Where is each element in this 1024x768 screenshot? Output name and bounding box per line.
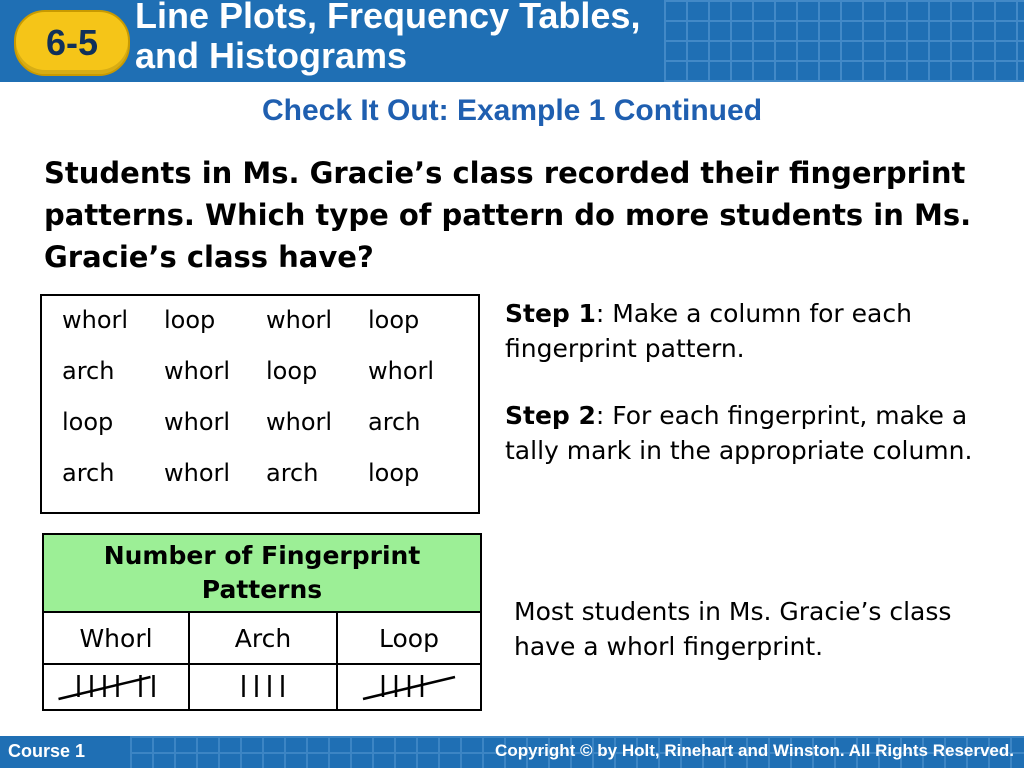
course-label: Course 1 bbox=[8, 741, 86, 761]
data-cell: arch bbox=[266, 459, 319, 487]
frequency-table-header-row bbox=[44, 613, 480, 665]
data-cell: whorl bbox=[368, 357, 435, 385]
data-cell: whorl bbox=[62, 306, 129, 334]
tally-cell-whorl bbox=[44, 665, 190, 709]
data-cell: loop bbox=[62, 408, 114, 436]
column-header-whorl: Whorl bbox=[44, 613, 190, 663]
frequency-table bbox=[42, 533, 482, 711]
data-cell: arch bbox=[62, 357, 115, 385]
lesson-badge: 6-5 bbox=[14, 10, 130, 76]
data-cell: loop bbox=[266, 357, 318, 385]
header-bar bbox=[0, 0, 1024, 82]
slide-subtitle: Check It Out: Example 1 Continued bbox=[261, 94, 763, 127]
frequency-table-tally-row bbox=[44, 665, 480, 709]
lesson-title-line-1: Line Plots, Frequency Tables, bbox=[135, 0, 641, 36]
tally-marks-whorl bbox=[44, 665, 188, 709]
data-cell: whorl bbox=[164, 408, 231, 436]
tally-marks-arch bbox=[190, 665, 336, 709]
step-1 bbox=[505, 296, 1005, 366]
problem-statement: Students in Ms. Gracie’s class recorded their fingerprint patterns. Which type of pattern do more students in Ms. Gracie’s class have? bbox=[44, 156, 972, 274]
column-header-arch: Arch bbox=[190, 613, 338, 663]
step-1-label: Step 1 bbox=[505, 299, 596, 328]
fingerprint-data-box bbox=[40, 294, 480, 514]
footer-bar bbox=[0, 736, 1024, 768]
data-cell: whorl bbox=[266, 306, 333, 334]
step-2-text: : For each fingerprint, make a tally mark in the appropriate column. bbox=[505, 401, 973, 465]
tally-cell-arch bbox=[190, 665, 338, 709]
data-cell: arch bbox=[368, 408, 421, 436]
data-cell: whorl bbox=[164, 459, 231, 487]
column-header-loop: Loop bbox=[379, 623, 439, 653]
copyright-notice: Copyright © by Holt, Rinehart and Winston. All Rights Reserved. bbox=[495, 741, 1014, 760]
tally-cell-loop bbox=[338, 665, 480, 709]
data-cell: whorl bbox=[266, 408, 333, 436]
conclusion-text: Most students in Ms. Gracie’s class have a whorl fingerprint. bbox=[514, 597, 952, 661]
lesson-title-line-2: and Histograms bbox=[135, 35, 408, 76]
tally-marks-loop bbox=[338, 665, 480, 709]
data-cell: loop bbox=[368, 459, 420, 487]
frequency-table-title: Number of Fingerprint Patterns bbox=[44, 535, 480, 613]
step-2-label: Step 2 bbox=[505, 401, 596, 430]
data-cell: whorl bbox=[164, 357, 231, 385]
step-2 bbox=[505, 398, 1005, 468]
lesson-title bbox=[135, 0, 835, 76]
fingerprint-data-grid bbox=[62, 306, 470, 510]
step-1-text: : Make a column for each fingerprint pattern. bbox=[505, 299, 912, 363]
data-cell: loop bbox=[164, 306, 216, 334]
data-cell: loop bbox=[368, 306, 420, 334]
data-cell: arch bbox=[62, 459, 115, 487]
